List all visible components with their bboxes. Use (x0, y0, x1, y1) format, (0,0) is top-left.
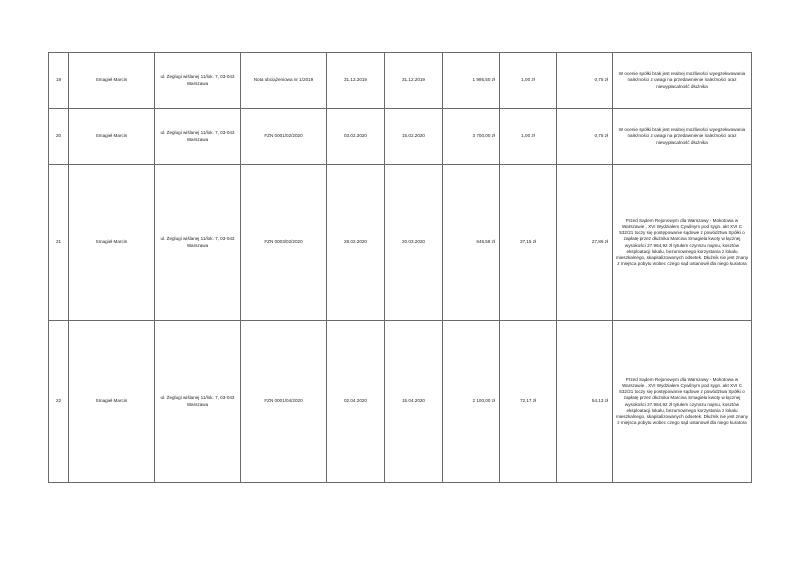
value-a: 37,15 zł (500, 165, 557, 321)
note: Przed Sądem Rejonowym dla Warszawy - Mokotowa w Warszawie , XVI Wydziałem Cywilnym pod sygn. akt XVI C 532/21 toczy się postępowanie sądowe z powództwa Spółki o zapłatę przez dłużnika Marcina Smagieła kwoty w łącznej wysokości 27.964,92 zł tytułem czynszu najmu, kosztów eksploatacji lokalu, bezumownego korzystania z lokalu mieszkalnego, skapitalizowanych odsetek. Dłużnik nie jest znany z miejsca pobytu wobec czego sąd ustanowił dla niego kuratora (613, 321, 752, 483)
issue-date: 03.02.2020 (327, 109, 385, 165)
amount: 2 100,00 zł (443, 321, 500, 483)
amount: 3 700,00 zł (443, 109, 500, 165)
value-a: 1,00 zł (500, 53, 557, 109)
debtor-name: Smagieł Marcin (69, 321, 155, 483)
value-b: 0,75 zł (557, 53, 613, 109)
row-number: 19 (49, 53, 69, 109)
note: W ocenie spółki brak jest realnej możliwości wyegzekwowania należności z uwagi na przedawnienie należności oraz niewypłacalność dłużnika (613, 53, 752, 109)
document-number: FZN 0001/04/2020 (241, 321, 327, 483)
debtor-address: ul. Żeglugi wiślanej 11/lok. 7, 03-043 Warszawa (155, 53, 241, 109)
issue-date: 28.02.2020 (327, 165, 385, 321)
due-date: 15.04.2020 (385, 321, 443, 483)
note: W ocenie spółki brak jest realnej możliwości wyegzekwowania należności z uwagi na przedawnienie należności oraz niewypłacalność dłużnika (613, 109, 752, 165)
value-a: 1,00 zł (500, 109, 557, 165)
debtor-address: ul. Żeglugi wiślanej 11/lok. 7, 03-043 Warszawa (155, 321, 241, 483)
document-number: FZN 0001/02/2020 (241, 109, 327, 165)
document-number: FZN 0003/02/2020 (241, 165, 327, 321)
due-date: 31.12.2019 (385, 53, 443, 109)
table-row (49, 53, 752, 109)
debtor-address: ul. Żeglugi wiślanej 11/lok. 7, 03-043 Warszawa (155, 109, 241, 165)
debtor-address: ul. Żeglugi wiślanej 11/lok. 7, 03-043 Warszawa (155, 165, 241, 321)
debtor-name: Smagieł Marcin (69, 165, 155, 321)
document-number: Nota obciążeniowa nr 1/2019 (241, 53, 327, 109)
issue-date: 31.12.2019 (327, 53, 385, 109)
table-row (49, 109, 752, 165)
debtor-name: Smagieł Marcin (69, 53, 155, 109)
receivables-table (48, 52, 752, 483)
row-number: 20 (49, 109, 69, 165)
table-row (49, 321, 752, 483)
note: Przed Sądem Rejonowym dla Warszawy - Mokotowa w Warszawie , XVI Wydziałem Cywilnym pod sygn. akt XVI C 532/21 toczy się postępowanie sądowe z powództwa Spółki o zapłatę przez dłużnika Marcina Smagieła kwoty w łącznej wysokości 27.964,92 zł tytułem czynszu najmu, kosztów eksploatacji lokalu, bezumownego korzystania z lokalu mieszkalnego, skapitalizowanych odsetek. Dłużnik nie jest znany z miejsca pobytu wobec czego sąd ustanowił dla niego kuratora (613, 165, 752, 321)
value-b: 27,86 zł (557, 165, 613, 321)
amount: 646,58 zł (443, 165, 500, 321)
table-row (49, 165, 752, 321)
value-b: 0,75 zł (557, 109, 613, 165)
row-number: 22 (49, 321, 69, 483)
amount: 1 995,50 zł (443, 53, 500, 109)
debtor-name: Smagieł Marcin (69, 109, 155, 165)
value-b: 54,13 zł (557, 321, 613, 483)
issue-date: 02.04.2020 (327, 321, 385, 483)
due-date: 20.03.2020 (385, 165, 443, 321)
due-date: 15.02.2020 (385, 109, 443, 165)
row-number: 21 (49, 165, 69, 321)
value-a: 72,17 zł (500, 321, 557, 483)
